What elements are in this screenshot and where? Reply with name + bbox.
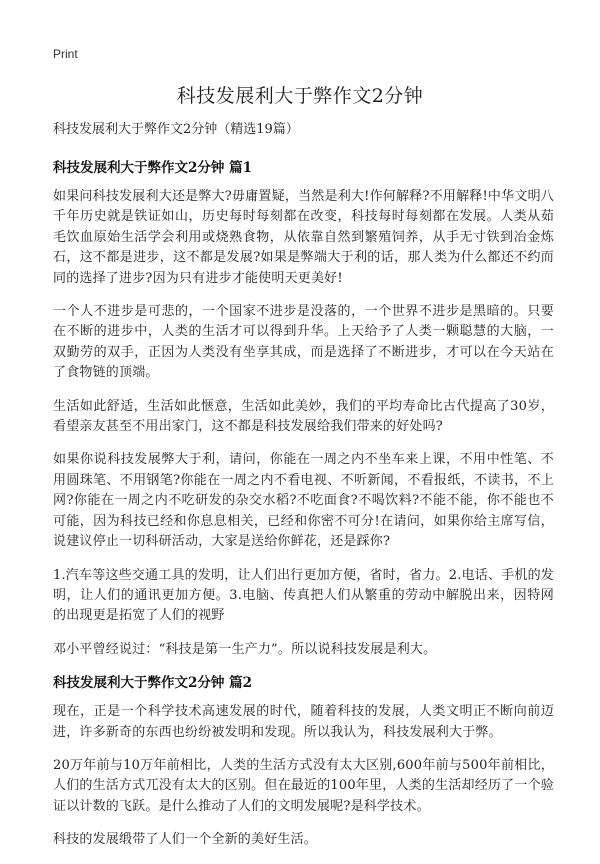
paragraph: 一个人不进步是可悲的，一个国家不进步是没落的，一个世界不进步是黑暗的。只要在不断的进步中，人类的生活才可以得到升华。上天给予了人类一颗聪慧的大脑，一双勤劳的双手，正因为人类没有坐享其成，而是选择了不断进步，才可以在今天站在了食物链的顶端。: [53, 304, 554, 381]
paragraph: 现在，正是一个科学技术高速发展的时代，随着科技的发展，人类文明正不断向前迈进，许多新奇的东西也纷纷被发明和发现。所以我认为，科技发展利大于弊。: [53, 704, 554, 740]
paragraph: 如果你说科技发展弊大于利，请问，你能在一周之内不坐车来上课，不用中性笔、不用圆珠笔、不用钢笔?你能在一周之内不看电视、不听新闻，不看报纸，不读书，不上网?你能在一周之内不吃研发的杂交水稻?不吃面食?不喝饮料?不能不能，你不能也不可能，因为科技已经和你息息相关，已经和你密不可分!在请问，如果你给主席写信，说建议停止一切科研活动，大家是送给你鲜花，还是踩你?: [53, 452, 554, 550]
paragraph: 20万年前与10万年前相比，人类的生活方式没有太大区别,600年前与500年前相比，人们的生活方式兀没有太大的区别。但在最近的100年里，人类的生活却经历了一个验证以计数的飞跃。是什么推动了人们的文明发展呢?是科学技术。: [53, 757, 554, 814]
paragraph: 1.汽车等这些交通工具的发明，让人们出行更加方便，省时，省力。2.电话、手机的发明，让人们的通讯更加方便。3.电脑、传真把人们从繁重的劳动中解脱出来，因特网的出现更是拓宽了人们的视野: [53, 567, 554, 624]
print-link[interactable]: Print: [53, 47, 78, 61]
section-heading-1: 科技发展利大于弊作文2分钟 篇1: [53, 160, 252, 176]
document-body: [53, 120, 554, 864]
paragraph: 如果问科技发展利大还是弊大?毋庸置疑，当然是利大!作何解释?不用解释!中华文明八千年历史就是铁证如山，历史每时每刻都在改变，科技每时每刻都在发展。人类从茹毛饮血原始生活学会利用或烧熟食物，从依靠自然到繁殖饲养，从手无寸铁到冶金炼石，这不都是进步，这不都是发展?如果是弊端大于利的话，那人类为什么都还不约而同的选择了进步?因为只有进步才能使明天更美好!: [53, 189, 554, 286]
paragraph: 生活如此舒适，生活如此惬意，生活如此美妙，我们的平均寿命比古代提高了30岁，看望亲友甚至不用出家门，这不都是科技发展给我们带来的好处吗?: [53, 398, 554, 435]
paragraph: 科技的发展缎带了人们一个全新的美好生活。: [53, 832, 318, 848]
page-title: 科技发展利大于弊作文2分钟: [176, 85, 424, 107]
document-subtitle: 科技发展利大于弊作文2分钟（精选19篇）: [53, 122, 299, 137]
section-heading-2: 科技发展利大于弊作文2分钟 篇2: [53, 675, 252, 692]
paragraph: 邓小平曾经说过：“科技是第一生产力”。所以说科技发展是利大。: [53, 641, 437, 657]
